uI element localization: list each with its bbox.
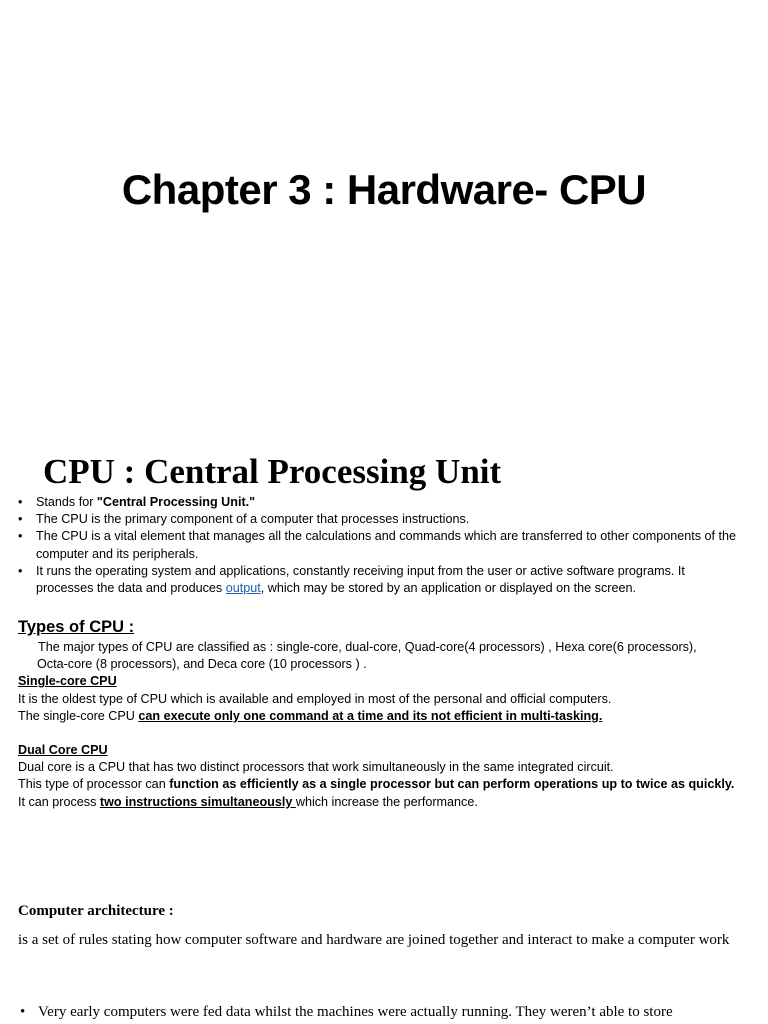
output-link[interactable]: output [225, 581, 261, 596]
architecture-heading: Computer architecture : [18, 903, 174, 919]
dual-core-line3 [18, 794, 738, 811]
chapter-title: Chapter 3 : Hardware- CPU [121, 166, 647, 213]
bullet-icon: • [18, 512, 23, 527]
architecture-bullet1: Very early computers were fed data whilst the machines were actually running. They weren’t able to store [38, 1004, 673, 1020]
single-core-line2 [18, 708, 738, 725]
spacer [18, 725, 738, 742]
dual-core-line3-prefix: It can process [18, 794, 100, 809]
list-item [18, 563, 738, 597]
types-heading: Types of CPU : [18, 618, 135, 636]
types-block [18, 639, 738, 811]
intro-b3: The CPU is a vital element that manages all the calculations and commands which are transferred to other components of the computer and its peripherals. [36, 529, 737, 561]
intro-b4-suffix: , which may be stored by an application or displayed on the screen. [260, 581, 636, 596]
single-core-line2-emph: can execute only one command at a time and its not efficient in multi-tasking. [138, 708, 603, 723]
intro-b1-bold: "Central Processing Unit." [96, 495, 256, 509]
dual-core-line2 [18, 776, 738, 793]
bullet-icon: • [18, 495, 23, 509]
architecture-block [18, 897, 738, 955]
architecture-definition: is a set of rules stating how computer software and hardware are joined together and interact to make a computer work [18, 932, 730, 948]
bullet-icon: • [20, 1004, 26, 1020]
dual-core-line3-emph: two instructions simultaneously [99, 794, 296, 809]
bullet-icon: • [18, 563, 23, 578]
cpu-heading: CPU : Central Processing Unit [43, 452, 502, 491]
single-core-line1: It is the oldest type of CPU which is available and employed in most of the personal and official computers. [18, 691, 612, 706]
intro-b2: The CPU is the primary component of a computer that processes instructions. [36, 512, 470, 527]
dual-core-heading: Dual Core CPU [18, 743, 108, 758]
dual-core-line1: Dual core is a CPU that has two distinct processors that work simultaneously in the same integrated circuit. [18, 760, 614, 775]
list-item [18, 528, 738, 562]
bullet-icon: • [18, 529, 23, 544]
architecture-list [18, 1002, 738, 1022]
list-item [18, 494, 738, 511]
dual-core-line2-prefix: This type of processor can [18, 777, 170, 792]
intro-list [18, 494, 738, 597]
intro-b1-prefix: Stands for [36, 495, 97, 509]
types-line1: The major types of CPU are classified as : single-core, dual-core, Quad-core(4 processors) , Hexa core(6 processors), [38, 640, 697, 654]
intro-b4-prefix: It runs the operating system and applications, constantly receiving input from the user or active software programs. It processes the data and produces [36, 563, 685, 596]
types-line2: Octa-core (8 processors), and Deca core (10 processors ) . [37, 657, 367, 672]
single-core-line2-prefix: The single-core CPU [18, 708, 139, 723]
dual-core-line3-suffix: which increase the performance. [295, 794, 478, 809]
list-item [18, 511, 738, 528]
dual-core-line2-bold: function as efficiently as a single processor but can perform operations up to twice as quickly. [169, 777, 735, 792]
single-core-heading: Single-core CPU [18, 674, 117, 689]
list-item [18, 1002, 738, 1022]
